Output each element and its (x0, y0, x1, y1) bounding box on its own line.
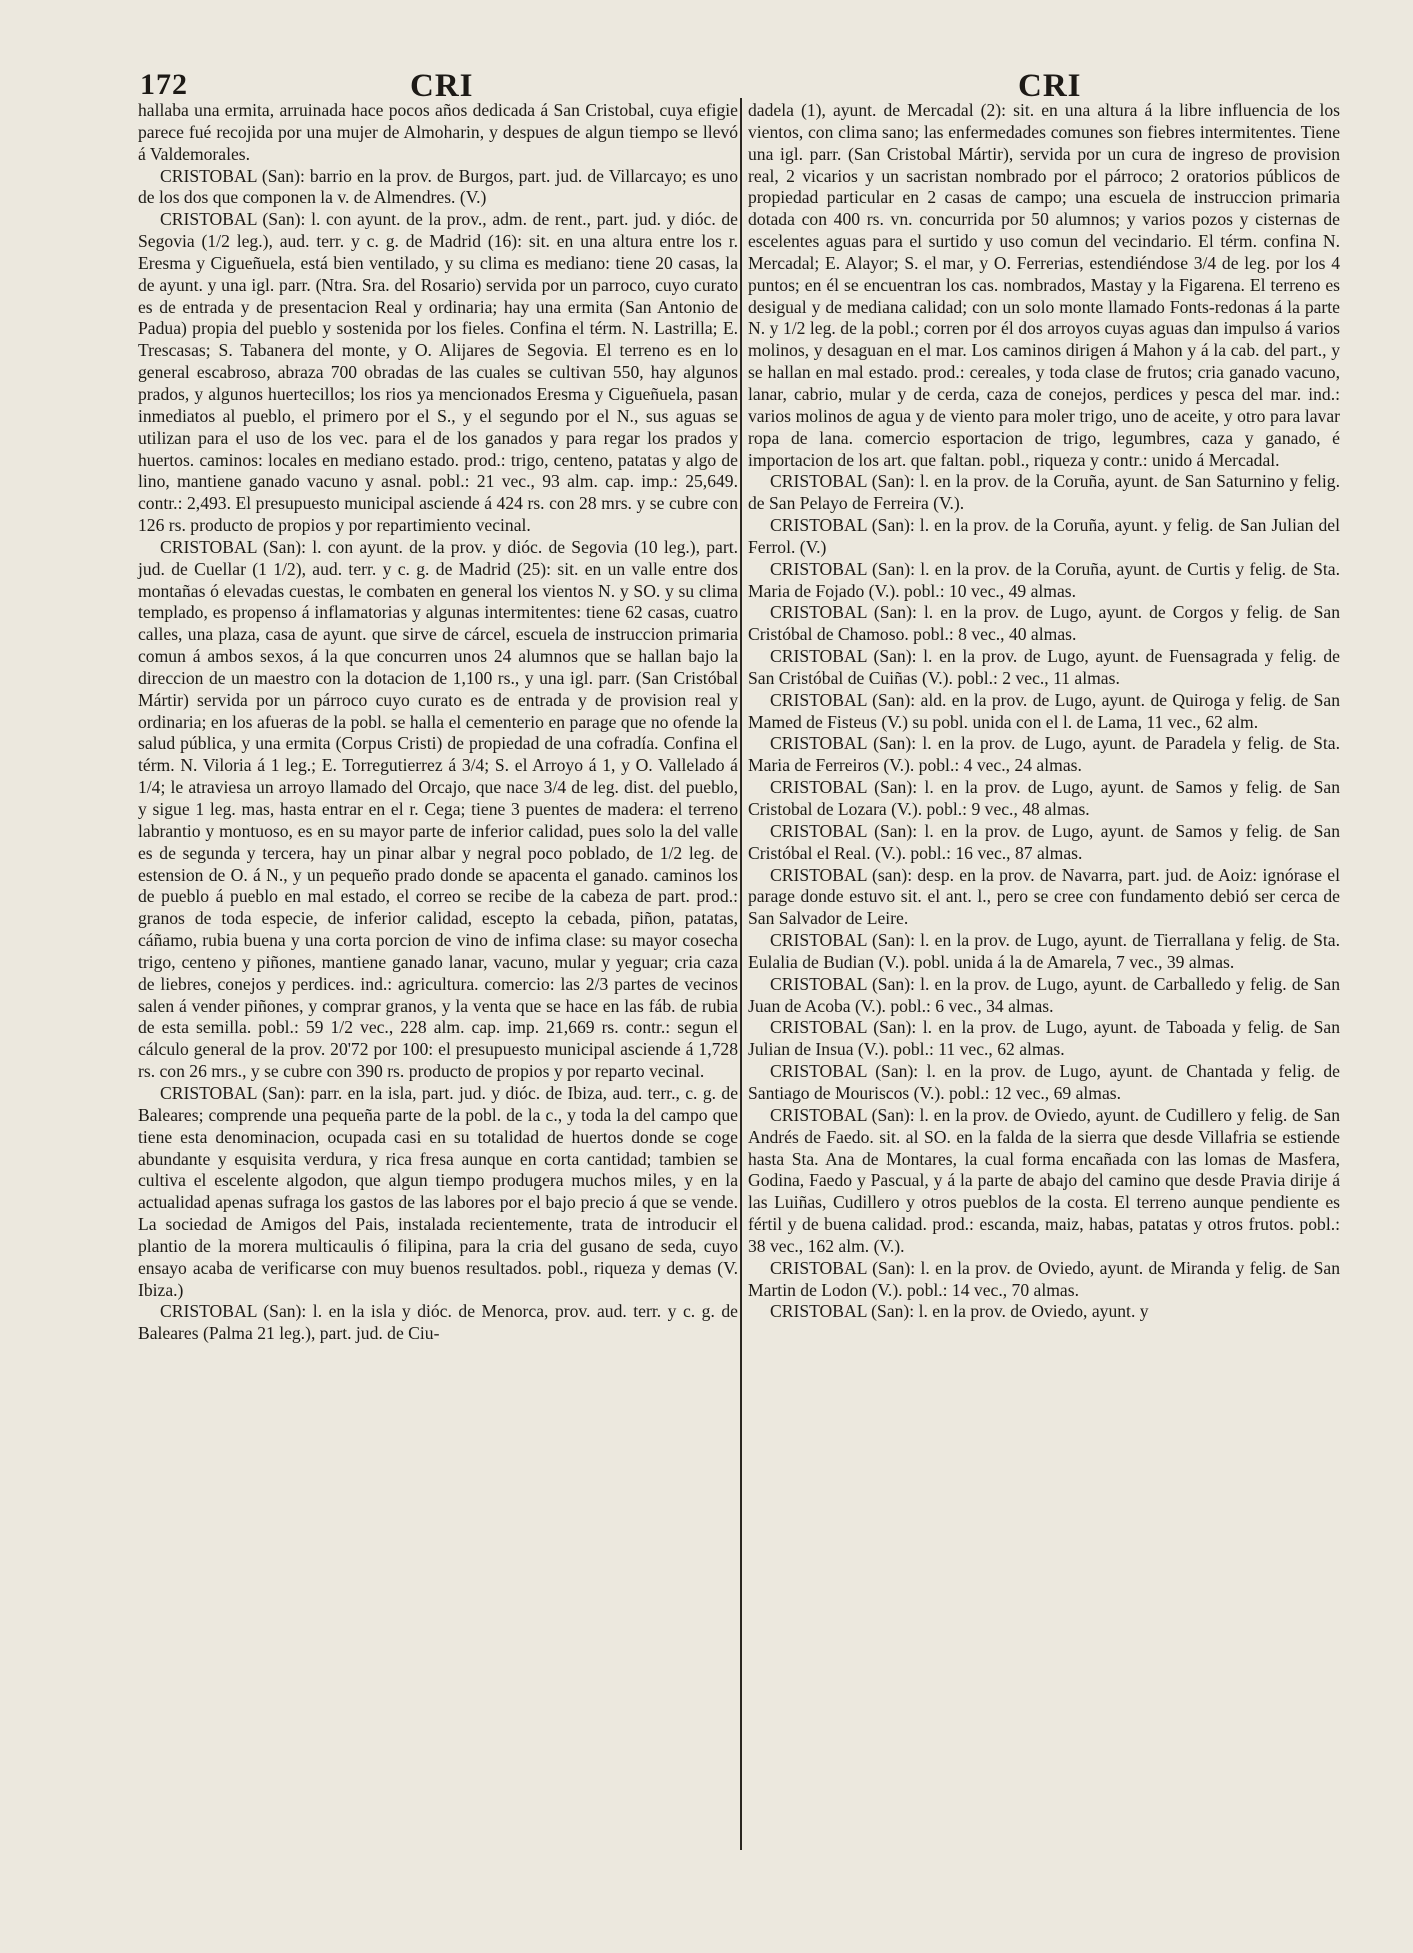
entry-paragraph: CRISTOBAL (San): l. en la prov. de Oviedo, ayunt. de Cudillero y felig. de San Andrés de Faedo. sit. al SO. en la falda de la sierra que desde Villafria se estiende hasta Sta. Ana de Montares, la cual forma encañada con las lomas de Masfera, Godina, Faedo y Pascual, y á la parte de abajo del camino que desde Pravia dirije á las Luiñas, Cudillero y otros pueblos de la costa. El terreno aunque pendiente es fértil y de buena calidad. prod.: escanda, maiz, habas, patatas y otros frutos. pobl.: 38 vec., 162 alm. (V.). (748, 1104, 1340, 1256)
entry-paragraph: CRISTOBAL (San): parr. en la isla, part. jud. y dióc. de Ibiza, aud. terr., c. g. de Baleares; comprende una pequeña parte de la pobl. de la c., y toda la del campo que tiene esta denominacion, ocupada casi en su totalidad de huertos donde se coge abundante y esquisita verdura, y rica fresa aunque en corta cantidad; tambien se cultiva el escelente algodon, que algun tiempo produgera muchos miles, y en la actualidad apenas sufraga los gastos de las labores por el bajo precio á que se vende. La sociedad de Amigos del Pais, instalada recientemente, trata de introducir el plantio de la morera multicaulis ó filipina, para la cria del gusano de seda, cuyo ensayo acaba de verificarse con muy buenos resultados. pobl., riqueza y demas (V. Ibiza.) (138, 1082, 738, 1300)
entry-paragraph: CRISTOBAL (San): barrio en la prov. de Burgos, part. jud. de Villarcayo; es uno de los dos que componen la v. de Almendres. (V.) (138, 165, 738, 208)
entry-paragraph: CRISTOBAL (San): ald. en la prov. de Lugo, ayunt. de Quiroga y felig. de San Mamed de Fisteus (V.) su pobl. unida con el l. de Lama, 11 vec., 62 alm. (748, 689, 1340, 732)
entry-paragraph: CRISTOBAL (San): l. en la prov. de Lugo, ayunt. de Samos y felig. de San Cristobal de Lozara (V.). pobl.: 9 vec., 48 almas. (748, 777, 1340, 819)
entry-paragraph: CRISTOBAL (San): l. en la prov. de Lugo, ayunt. de Fuensagrada y felig. de San Cristóbal de Cuiñas (V.). pobl.: 2 vec., 11 almas. (748, 646, 1340, 688)
entry-paragraph: CRISTOBAL (San): l. con ayunt. de la prov. y dióc. de Segovia (10 leg.), part. jud. de Cuellar (1 1/2), aud. terr. y c. g. de Madrid (25): sit. en un valle entre dos montañas ó elevadas cuestas, le combaten en general los vientos N. y SO. y su clima templado, es propenso á inflamatorias y algunas intermitentes: tiene 62 casas, cuatro calles, una plaza, casa de ayunt. que sirve de cárcel, escuela de instruccion primaria comun á ambos sexos, á la que concurren unos 24 alumnos que se hallan bajo la direccion de un maestro con la dotacion de 1,100 rs., y una igl. parr. (San Cristóbal Mártir) servida por un párroco cuyo curato es de entrada y de provision real y ordinaria; en los afueras de la pobl. se halla el cementerio en parage que no ofende la salud pública, y una ermita (Corpus Cristi) de propiedad de una cofradía. Confina el térm. N. Viloria á 1 leg.; E. Torregutierrez á 3/4; S. el Arroyo á 1, y O. Vallelado á 1/4; le atraviesa un arroyo llamado del Orcajo, que nace 3/4 de leg. dist. del pueblo, y sigue 1 leg. mas, hasta entrar en el r. Cega; tiene 3 puentes de madera: el terreno labrantio y montuoso, es en su mayor parte de inferior calidad, pues solo la del valle es de segunda y tercera, hay un pinar albar y negral poco poblado, de 1/2 leg. de estension de O. á N., y un pequeño prado donde se apacenta el ganado. caminos los de pueblo á pueblo en mal estado, el correo se recibe de la cabeza de part. prod.: granos de toda especie, de inferior calidad, escepto la cebada, piñon, patatas, cáñamo, rubia buena y una corta porcion de vino de infima clase: su mayor cosecha trigo, centeno y piñones, mantiene ganado lanar, vacuno, mular y yeguar; cria caza de liebres, conejos y perdices. ind.: agricultura. comercio: las 2/3 partes de vecinos salen á vender piñones, y comprar granos, y la venta que se hace en las fáb. de rubia de esta semilla. pobl.: 59 1/2 vec., 228 alm. cap. imp. 21,669 rs. contr.: segun el cálculo general de la prov. 20'72 por 100: el presupuesto municipal asciende á 1,728 rs. con 26 mrs., y se cubre con 390 rs. producto de propios y por reparto vecinal. (138, 536, 738, 1082)
entry-paragraph: CRISTOBAL (San): l. en la prov. de Lugo, ayunt. de Chantada y felig. de Santiago de Mouriscos (V.). pobl.: 12 vec., 69 almas. (748, 1061, 1340, 1103)
entry-paragraph: CRISTOBAL (San): l. en la prov. de Oviedo, ayunt. de Miranda y felig. de San Martin de Lodon (V.). pobl.: 14 vec., 70 almas. (748, 1257, 1340, 1300)
entry-paragraph: CRISTOBAL (San): l. en la prov. de la Coruña, ayunt. de San Saturnino y felig. de San Pelayo de Ferreira (V.). (748, 471, 1340, 514)
entry-paragraph: CRISTOBAL (San): l. en la prov. de Lugo, ayunt. de Samos y felig. de San Cristóbal el Real. (V.). pobl.: 16 vec., 87 almas. (748, 820, 1340, 863)
page-number: 172 (140, 68, 188, 101)
entry-paragraph: CRISTOBAL (San): l. en la prov. de la Coruña, ayunt. y felig. de San Julian del Ferrol. (V.) (748, 515, 1340, 557)
entry-paragraph: CRISTOBAL (san): desp. en la prov. de Navarra, part. jud. de Aoiz: ignórase el parage donde estuvo sit. el ant. l., pero se cree con fundamento debió ser cerca de San Salvador de Leire. (748, 864, 1340, 929)
left-column (138, 100, 738, 1345)
left-running-head: CRI (410, 68, 474, 104)
right-column (748, 100, 1340, 1323)
entry-paragraph: CRISTOBAL (San): l. en la prov. de Lugo, ayunt. de Taboada y felig. de San Julian de Insua (V.). pobl.: 11 vec., 62 almas. (748, 1017, 1340, 1060)
entry-paragraph: CRISTOBAL (San): l. en la prov. de Oviedo, ayunt. y (770, 1301, 1149, 1322)
column-divider (740, 98, 742, 1850)
right-running-head: CRI (1018, 68, 1082, 104)
entry-paragraph: CRISTOBAL (San): l. con ayunt. de la prov., adm. de rent., part. jud. y dióc. de Segovia (1/2 leg.), aud. terr. y c. g. de Madrid (16): sit. en una altura entre los r. Eresma y Cigueñuela, está bien ventilado, y su clima es mediano: tiene 20 casas, la de ayunt. y una igl. parr. (Ntra. Sra. del Rosario) servida por un parroco, cuyo curato es de entrada y de presentacion Real y ordinaria; hay una ermita (San Antonio de Padua) propia del pueblo y sostenida por los fieles. Confina el térm. N. Lastrilla; E. Trescasas; S. Tabanera del monte, y O. Alijares de Segovia. El terreno es en lo general escabroso, abraza 700 obradas de las cuales se cultivan 550, hay algunos prados, y algunos huertecillos; los rios ya mencionados Eresma y Cigueñuela, pasan inmediatos al pueblo, el primero por el S., y el segundo por el N., sus aguas se utilizan para el uso de los vec. para el de los ganados y para regar los prados y huertos. caminos: locales en mediano estado. prod.: trigo, centeno, patatas y algo de lino, mantiene ganado vacuno y asnal. pobl.: 21 vec., 93 alm. cap. imp.: 25,649. contr.: 2,493. El presupuesto municipal asciende á 424 rs. con 28 mrs. y se cubre con 126 rs. producto de propios y por repartimiento vecinal. (138, 209, 738, 536)
entry-paragraph: CRISTOBAL (San): l. en la prov. de Lugo, ayunt. de Tierrallana y felig. de Sta. Eulalia de Budian (V.). pobl. unida á la de Amarela, 7 vec., 39 almas. (748, 930, 1340, 972)
entry-paragraph: CRISTOBAL (San): l. en la prov. de Lugo, ayunt. de Paradela y felig. de Sta. Maria de Ferreiros (V.). pobl.: 4 vec., 24 almas. (748, 733, 1340, 776)
entry-paragraph: CRISTOBAL (San): l. en la prov. de Lugo, ayunt. de Corgos y felig. de San Cristóbal de Chamoso. pobl.: 8 vec., 40 almas. (748, 602, 1340, 645)
entry-paragraph: dadela (1), ayunt. de Mercadal (2): sit. en una altura á la libre influencia de los vientos, con clima sano; las enfermedades comunes son fiebres intermitentes. Tiene una igl. parr. (San Cristobal Mártir), servida por un cura de ingreso de provision real, 2 vicarios y un sacristan nombrado por el párroco; 2 oratorios públicos de propiedad particular en 2 casas de campo; una escuela de instruccion primaria dotada con 400 rs. vn. concurrida por 50 alumnos; y varios pozos y cisternas de escelentes aguas para el surtido y uso comun del vecindario. El térm. confina N. Mercadal; E. Alayor; S. el mar, y O. Ferrerias, estendiéndose 3/4 de leg. por los 4 puntos; en él se encuentran los cas. nombrados, Mastay y la Figarena. El terreno es desigual y de mediana calidad; con un solo monte llamado Fonts-redonas á la parte N. y 1/2 leg. de la pobl.; corren por él dos arroyos cuyas aguas dan impulso á varios molinos, y desaguan en el mar. Los caminos dirigen á Mahon y á la cab. del part., y se hallan en mal estado. prod.: cereales, y toda clase de frutos; cria ganado vacuno, lanar, cabrio, mular y de cerda, caza de conejos, perdices y pesca del mar. ind.: varios molinos de agua y de viento para moler trigo, uno de aceite, y otro para lavar ropa de lana. comercio esportacion de trigo, legumbres, caza y ganado, é importacion de los art. que faltan. pobl., riqueza y contr.: unido á Mercadal. (748, 100, 1340, 470)
entry-paragraph: CRISTOBAL (San): l. en la prov. de Lugo, ayunt. de Carballedo y felig. de San Juan de Acoba (V.). pobl.: 6 vec., 34 almas. (748, 973, 1340, 1016)
entry-paragraph: hallaba una ermita, arruinada hace pocos años dedicada á San Cristobal, cuya efigie parece fué recojida por una mujer de Almoharin, y despues de algun tiempo se llevó á Valdemorales. (138, 100, 738, 164)
entry-paragraph: CRISTOBAL (San): l. en la isla y dióc. de Menorca, prov. aud. terr. y c. g. de Baleares (Palma 21 leg.), part. jud. de Ciu- (138, 1301, 738, 1344)
entry-paragraph: CRISTOBAL (San): l. en la prov. de la Coruña, ayunt. de Curtis y felig. de Sta. Maria de Fojado (V.). pobl.: 10 vec., 49 almas. (748, 558, 1340, 601)
